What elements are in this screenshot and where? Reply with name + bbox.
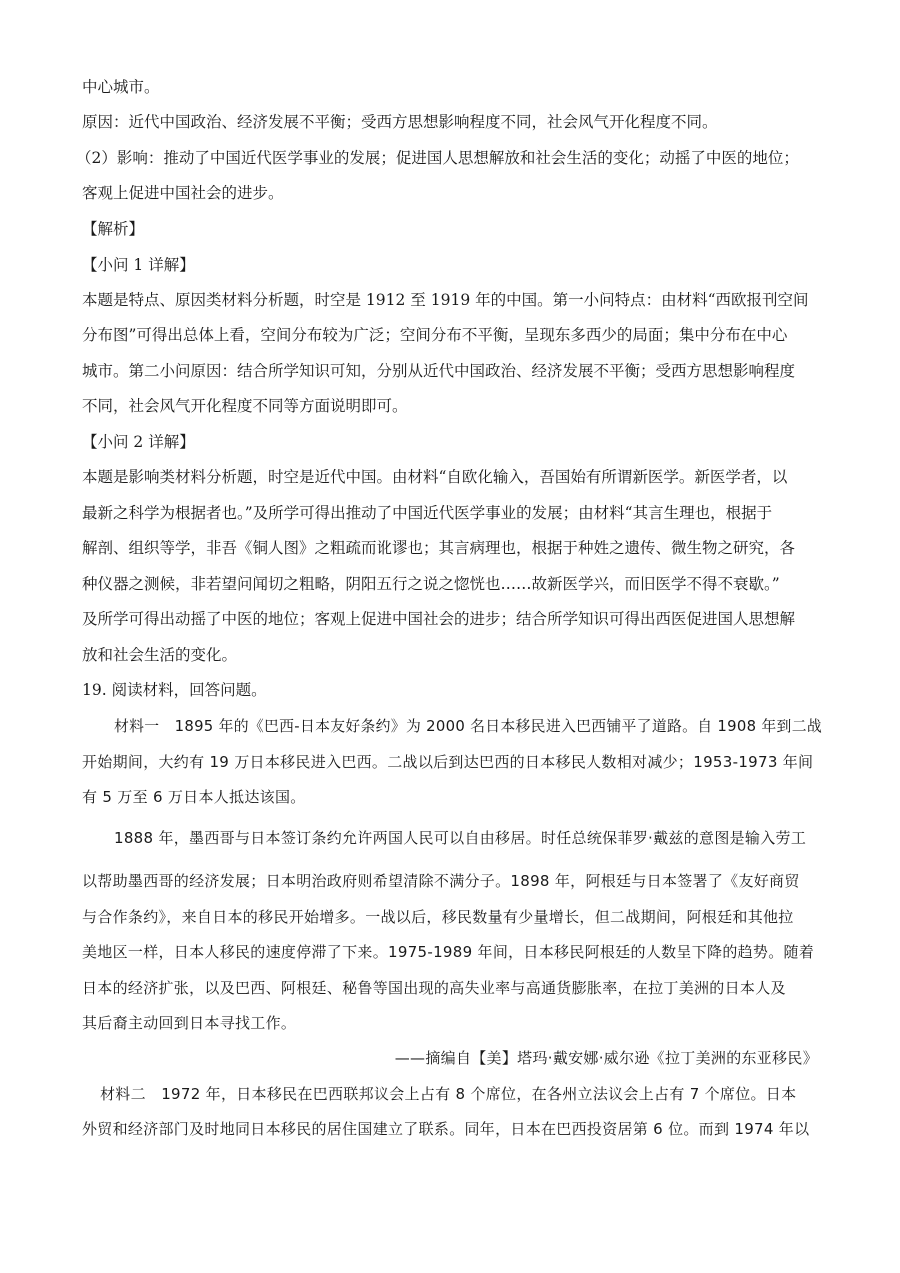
material-1-line: 开始期间，大约有 19 万日本移民进入巴西。二战以后到达巴西的日本移民人数相对减少；1953-1973 年间 — [82, 753, 814, 771]
subquestion-1-heading: 【小问 1 详解】 — [82, 256, 195, 274]
answer-reason: 原因：近代中国政治、经济发展不平衡；受西方思想影响程度不同，社会风气开化程度不同。 — [82, 113, 718, 131]
analysis-paragraph-line: 本题是影响类材料分析题，时空是近代中国。由材料“自欧化输入，吾国始有所谓新医学。新医学者，以 — [82, 468, 788, 486]
material-1b-line: 与合作条约》，来自日本的移民开始增多。一战以后，移民数量有少量增长，但二战期间，阿根廷和其他拉 — [82, 908, 794, 926]
material-source: ——摘编自【美】塔玛·戴安娜·威尔逊《拉丁美洲的东亚移民》 — [394, 1049, 818, 1067]
material-2-line: 材料二 1972 年，日本移民在巴西联邦议会上占有 8 个席位，在各州立法议会上占有 7 个席位。日本 — [100, 1085, 797, 1103]
material-2-line: 外贸和经济部门及时地同日本移民的居住国建立了联系。同年，日本在巴西投资居第 6 位。而到 1974 年以 — [82, 1120, 810, 1138]
answer-impact-cont: 客观上促进中国社会的进步。 — [82, 184, 284, 202]
analysis-paragraph-line: 城市。第二小问原因：结合所学知识可知，分别从近代中国政治、经济发展不平衡；受西方思想影响程度 — [82, 362, 796, 380]
material-1b-line: 美地区一样，日本人移民的速度停滞了下来。1975-1989 年间，日本移民阿根廷的人数呈下降的趋势。随着 — [82, 943, 815, 961]
analysis-paragraph-line: 解剖、组织等学，非吾《铜人图》之粗疏而讹谬也；其言病理也，根据于种姓之遗传、微生物之研究，各 — [82, 539, 796, 557]
analysis-paragraph-line: 分布图”可得出总体上看，空间分布较为广泛；空间分布不平衡，呈现东多西少的局面；集中分布在中心 — [82, 326, 788, 344]
material-1b-line: 以帮助墨西哥的经济发展；日本明治政府则希望清除不满分子。1898 年，阿根廷与日本签署了《友好商贸 — [82, 872, 800, 890]
analysis-paragraph-line: 本题是特点、原因类材料分析题，时空是 1912 至 1919 年的中国。第一小问特点：由材料“西欧报刊空间 — [82, 291, 809, 309]
material-1b-line: 日本的经济扩张，以及巴西、阿根廷、秘鲁等国出现的高失业率与高通货膨胀率，在拉丁美洲的日本人及 — [82, 979, 786, 997]
analysis-heading: 【解析】 — [82, 220, 145, 238]
question-19-title: 19. 阅读材料，回答问题。 — [82, 681, 267, 699]
analysis-paragraph-line: 放和社会生活的变化。 — [82, 646, 238, 664]
analysis-paragraph-line: 最新之科学为根据者也。”及所学可得出推动了中国近代医学事业的发展；由材料“其言生理也，根据于 — [82, 504, 773, 522]
analysis-paragraph-line: 不同，社会风气开化程度不同等方面说明即可。 — [82, 397, 408, 415]
material-1b-line: 1888 年，墨西哥与日本签订条约允许两国人民可以自由移居。时任总统保菲罗·戴兹的意图是输入劳工 — [114, 829, 807, 847]
material-1b-line: 其后裔主动回到日本寻找工作。 — [82, 1014, 297, 1032]
answer-line: 中心城市。 — [82, 78, 160, 96]
analysis-paragraph-line: 及所学可得出动摇了中医的地位；客观上促进中国社会的进步；结合所学知识可得出西医促进国人思想解 — [82, 610, 796, 628]
analysis-paragraph-line: 种仪器之测候，非若望问闻切之粗略，阴阳五行之说之惚恍也……故新医学兴，而旧医学不得不衰歇。” — [82, 575, 780, 593]
answer-impact: （2）影响：推动了中国近代医学事业的发展；促进国人思想解放和社会生活的变化；动摇了中医的地位； — [76, 149, 799, 167]
material-1-line: 材料一 1895 年的《巴西-日本友好条约》为 2000 名日本移民进入巴西铺平了道路。自 1908 年到二战 — [114, 717, 822, 735]
subquestion-2-heading: 【小问 2 详解】 — [82, 433, 195, 451]
material-1-line: 有 5 万至 6 万日本人抵达该国。 — [82, 788, 306, 806]
